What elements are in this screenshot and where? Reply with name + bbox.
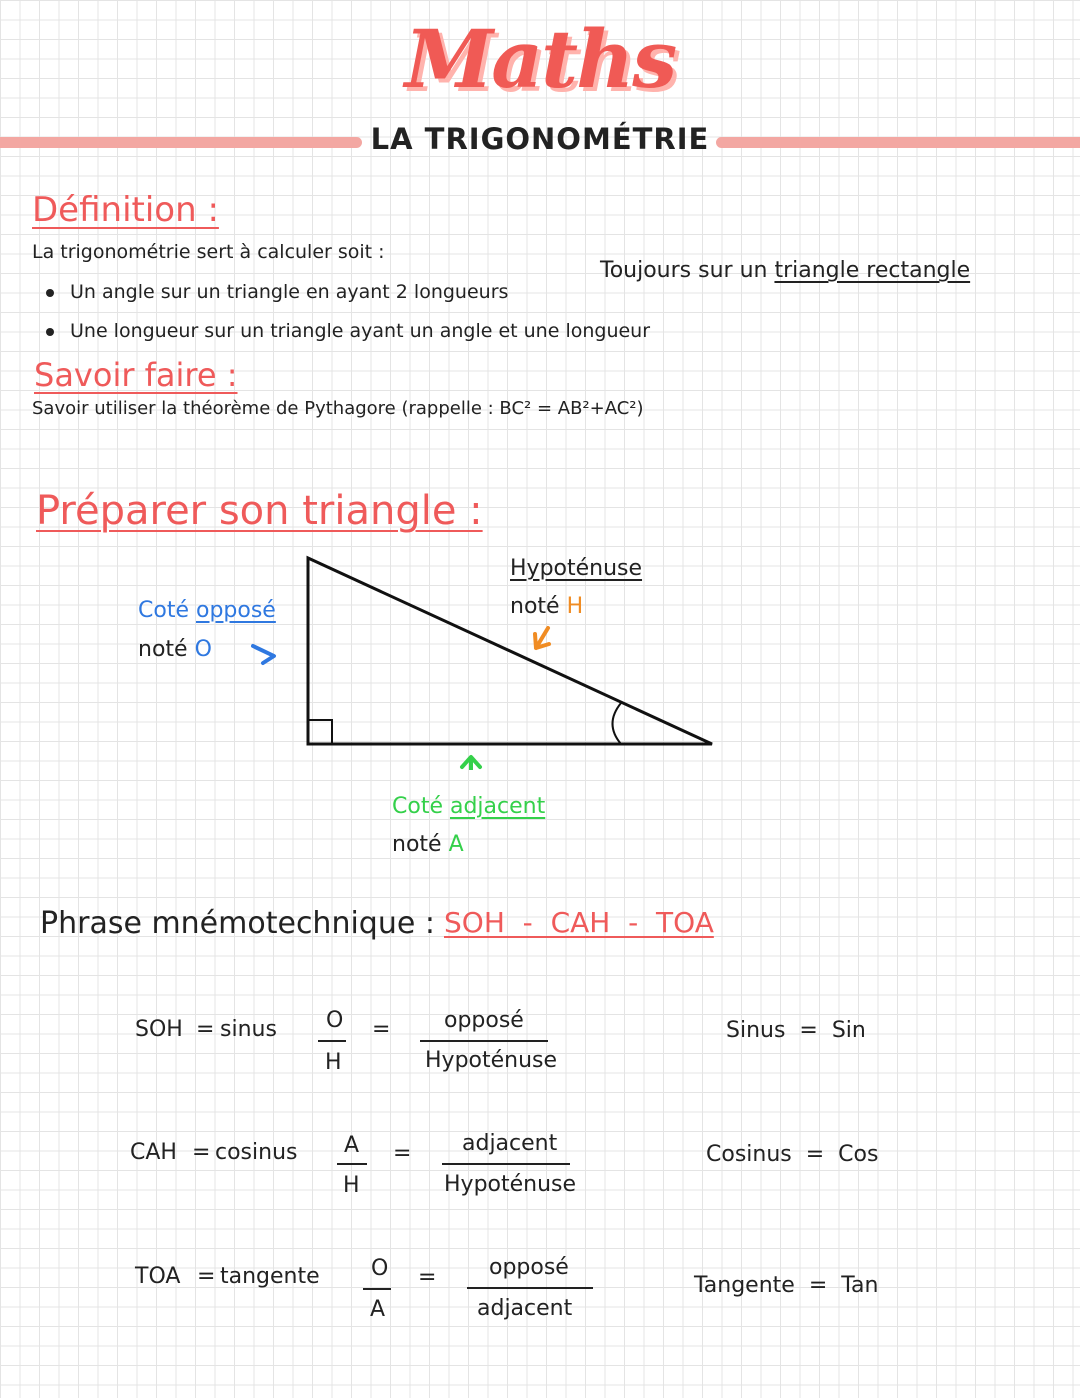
formula-equals: =	[197, 1264, 216, 1289]
fraction-numerator: O	[326, 1008, 344, 1033]
formula-abbreviation: Sinus = Sin	[726, 1018, 866, 1043]
formula-equals: =	[372, 1017, 391, 1042]
formula-equals: =	[393, 1141, 412, 1166]
opposite-label-emphasis: opposé	[195, 598, 276, 623]
formula-code: TOA	[135, 1264, 181, 1289]
hypotenuse-note	[510, 594, 583, 619]
fraction-denominator: adjacent	[477, 1296, 573, 1321]
fraction-numerator: opposé	[489, 1255, 569, 1280]
savoir-faire-text: Savoir utiliser la théorème de Pythagore (rappelle : BC² = AB²+AC²)	[32, 398, 644, 419]
page-subtitle: LA TRIGONOMÉTRIE	[370, 122, 710, 156]
adjacent-letter: A	[448, 832, 464, 857]
adjacent-label-emphasis: adjacent	[449, 794, 546, 819]
fraction-bar	[337, 1163, 367, 1165]
definition-heading: Définition :	[32, 190, 219, 230]
formula-code: SOH	[135, 1017, 183, 1042]
formula-name: sinus	[220, 1017, 277, 1042]
formula-code: CAH	[130, 1140, 177, 1165]
definition-bullet-1: Un angle sur un triangle en ayant 2 longueurs	[70, 281, 509, 303]
arrow-icon	[462, 757, 480, 770]
opposite-letter: O	[194, 637, 212, 662]
opposite-label-prefix: Coté	[138, 598, 196, 623]
fraction-bar	[467, 1287, 593, 1289]
formula-name: tangente	[220, 1264, 320, 1289]
formula-name: cosinus	[215, 1140, 298, 1165]
savoir-faire-heading: Savoir faire :	[34, 356, 238, 394]
hypotenuse-letter: H	[566, 594, 584, 619]
formula-equals: =	[192, 1140, 211, 1165]
opposite-note-prefix: noté	[138, 637, 195, 662]
fraction-bar	[442, 1163, 570, 1165]
triangle-note	[600, 258, 970, 283]
bullet-dot	[46, 328, 54, 336]
adjacent-note	[392, 832, 464, 857]
bullet-dot	[46, 289, 54, 297]
opposite-note	[138, 637, 212, 662]
triangle-note-emphasis: triangle rectangle	[774, 258, 971, 283]
adjacent-note-prefix: noté	[392, 832, 449, 857]
fraction-bar	[363, 1288, 391, 1290]
definition-bullet-2: Une longueur sur un triangle ayant un angle et une longueur	[70, 320, 651, 342]
triangle-note-prefix: Toujours sur un	[600, 258, 775, 283]
fraction-numerator: A	[344, 1133, 360, 1158]
mnemonic-value: SOH - CAH - TOA	[444, 906, 714, 939]
triangle-shape	[308, 558, 712, 744]
fraction-numerator: O	[371, 1256, 389, 1281]
angle-arc	[613, 703, 622, 744]
opposite-label	[138, 598, 276, 623]
definition-intro: La trigonométrie sert à calculer soit :	[32, 241, 385, 263]
adjacent-label	[392, 794, 545, 819]
mnemonic-label: Phrase mnémotechnique :	[40, 906, 435, 941]
hypotenuse-note-prefix: noté	[510, 594, 567, 619]
formula-equals: =	[418, 1265, 437, 1290]
formula-equals: =	[196, 1017, 215, 1042]
fraction-numerator: adjacent	[462, 1131, 558, 1156]
triangle-heading: Préparer son triangle :	[36, 488, 483, 534]
fraction-denominator: H	[325, 1050, 342, 1075]
fraction-bar	[420, 1040, 548, 1042]
arrow-icon	[253, 646, 274, 663]
fraction-denominator: Hypoténuse	[425, 1048, 558, 1073]
fraction-bar	[318, 1040, 346, 1042]
arrow-icon	[535, 628, 549, 648]
fraction-numerator: opposé	[444, 1008, 524, 1033]
fraction-denominator: H	[343, 1173, 360, 1198]
fraction-denominator: A	[370, 1297, 386, 1322]
page-title: Maths	[404, 12, 676, 106]
right-angle-marker	[308, 720, 332, 744]
hypotenuse-label: Hypoténuse	[510, 556, 643, 581]
formula-abbreviation: Tangente = Tan	[694, 1273, 879, 1298]
fraction-denominator: Hypoténuse	[444, 1172, 577, 1197]
formula-abbreviation: Cosinus = Cos	[706, 1142, 879, 1167]
adjacent-label-prefix: Coté	[392, 794, 450, 819]
